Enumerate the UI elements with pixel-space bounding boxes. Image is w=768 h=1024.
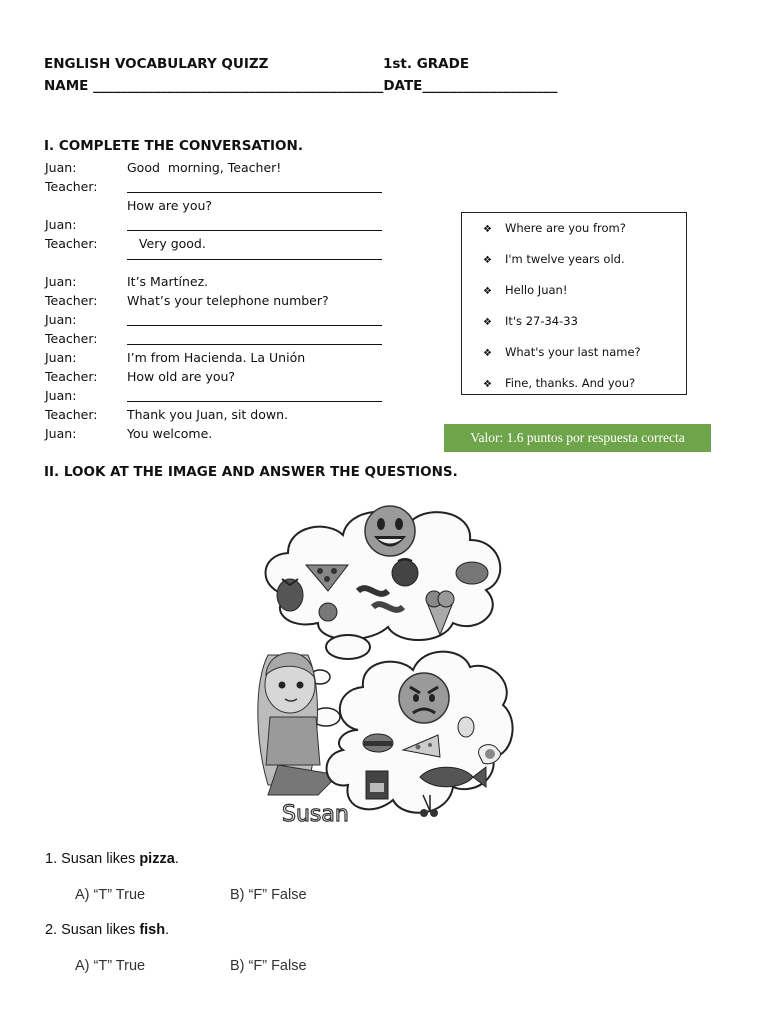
conversation-row xyxy=(45,235,405,254)
option-text: It's 27-34-33 xyxy=(505,314,578,328)
susan-food-illustration xyxy=(248,495,520,835)
conversation-row xyxy=(45,330,405,349)
diamond-bullet-icon: ❖ xyxy=(483,224,492,235)
quiz-title: ENGLISH VOCABULARY QUIZZ xyxy=(44,56,269,72)
question-punct: . xyxy=(174,851,179,867)
q1-option-a[interactable]: A) “T” True xyxy=(75,887,146,903)
answer-blank-line[interactable] xyxy=(127,259,382,260)
option-text: Where are you from? xyxy=(505,221,626,235)
diamond-bullet-icon: ❖ xyxy=(483,317,492,328)
conversation-row xyxy=(45,349,405,368)
speaker: Teacher: xyxy=(45,293,98,308)
conversation-row xyxy=(45,178,405,197)
line-text: How are you? xyxy=(127,198,213,213)
conversation-row xyxy=(45,292,405,311)
question-text: 1. Susan likes xyxy=(45,851,140,867)
section-2-title: II. LOOK AT THE IMAGE AND ANSWER THE QUESTIONS. xyxy=(44,464,458,480)
answer-blank-line[interactable] xyxy=(127,325,382,326)
line-text: I’m from Hacienda. La Unión xyxy=(127,350,306,365)
line-text: Thank you Juan, sit down. xyxy=(127,407,288,422)
speaker: Juan: xyxy=(45,160,77,175)
susan-caption: Susan xyxy=(282,802,349,827)
diamond-bullet-icon: ❖ xyxy=(483,255,492,266)
line-text: It’s Martínez. xyxy=(127,274,209,289)
score-value-banner: Valor: 1.6 puntos por respuesta correcta xyxy=(444,424,711,452)
option-item xyxy=(483,221,626,235)
speaker: Juan: xyxy=(45,274,77,289)
conversation-row xyxy=(45,368,405,387)
answer-blank-line[interactable] xyxy=(127,401,382,402)
option-item xyxy=(483,283,567,297)
conversation-row xyxy=(45,387,405,406)
speaker: Juan: xyxy=(45,426,77,441)
answer-blank-line[interactable] xyxy=(127,230,382,231)
conversation-row xyxy=(45,425,405,444)
question-2 xyxy=(45,922,169,938)
q2-option-a[interactable]: A) “T” True xyxy=(75,958,146,974)
option-item xyxy=(483,376,635,390)
conversation-row xyxy=(45,311,405,330)
speaker: Juan: xyxy=(45,350,77,365)
option-text: What's your last name? xyxy=(505,345,641,359)
conversation-row xyxy=(45,197,405,216)
speaker: Teacher: xyxy=(45,331,98,346)
line-text: How old are you? xyxy=(127,369,236,384)
question-1 xyxy=(45,851,179,867)
conversation-row xyxy=(45,216,405,235)
option-item xyxy=(483,314,578,328)
option-text: Fine, thanks. And you? xyxy=(505,376,636,390)
q1-option-b[interactable]: B) “F” False xyxy=(230,887,307,903)
q2-option-b[interactable]: B) “F” False xyxy=(230,958,307,974)
answer-blank-line[interactable] xyxy=(127,192,382,193)
speaker: Juan: xyxy=(45,217,77,232)
answer-blank-line[interactable] xyxy=(127,344,382,345)
question-keyword: pizza xyxy=(139,851,175,867)
question-keyword: fish xyxy=(139,922,166,938)
conversation-row xyxy=(45,273,405,292)
speaker: Teacher: xyxy=(45,407,98,422)
diamond-bullet-icon: ❖ xyxy=(483,286,492,297)
happy-face-icon xyxy=(365,506,415,556)
option-text: I'm twelve years old. xyxy=(505,252,625,266)
speaker: Juan: xyxy=(45,388,77,403)
option-text: Hello Juan! xyxy=(505,283,568,297)
diamond-bullet-icon: ❖ xyxy=(483,379,492,390)
section-1-title: I. COMPLETE THE CONVERSATION. xyxy=(44,138,303,154)
line-text: Good morning, Teacher! xyxy=(127,160,282,175)
diamond-bullet-icon: ❖ xyxy=(483,348,492,359)
question-text: 2. Susan likes xyxy=(45,922,140,938)
answer-options-box xyxy=(461,212,687,395)
speaker: Teacher: xyxy=(45,369,98,384)
question-punct: . xyxy=(165,922,170,938)
conversation-row xyxy=(45,159,405,178)
conversation-row xyxy=(45,406,405,425)
speaker: Teacher: xyxy=(45,236,98,251)
conversation xyxy=(45,159,405,444)
option-item xyxy=(483,252,625,266)
option-item xyxy=(483,345,641,359)
speaker: Juan: xyxy=(45,312,77,327)
line-text: You welcome. xyxy=(127,426,213,441)
speaker: Teacher: xyxy=(45,179,98,194)
line-text: Very good. xyxy=(127,236,206,251)
line-text: What’s your telephone number? xyxy=(127,293,329,308)
conversation-row xyxy=(45,254,405,273)
angry-face-icon xyxy=(399,673,449,723)
grade-label: 1st. GRADE xyxy=(383,56,470,72)
name-date-line: NAME ___________________________________________DATE____________________ xyxy=(44,78,558,94)
